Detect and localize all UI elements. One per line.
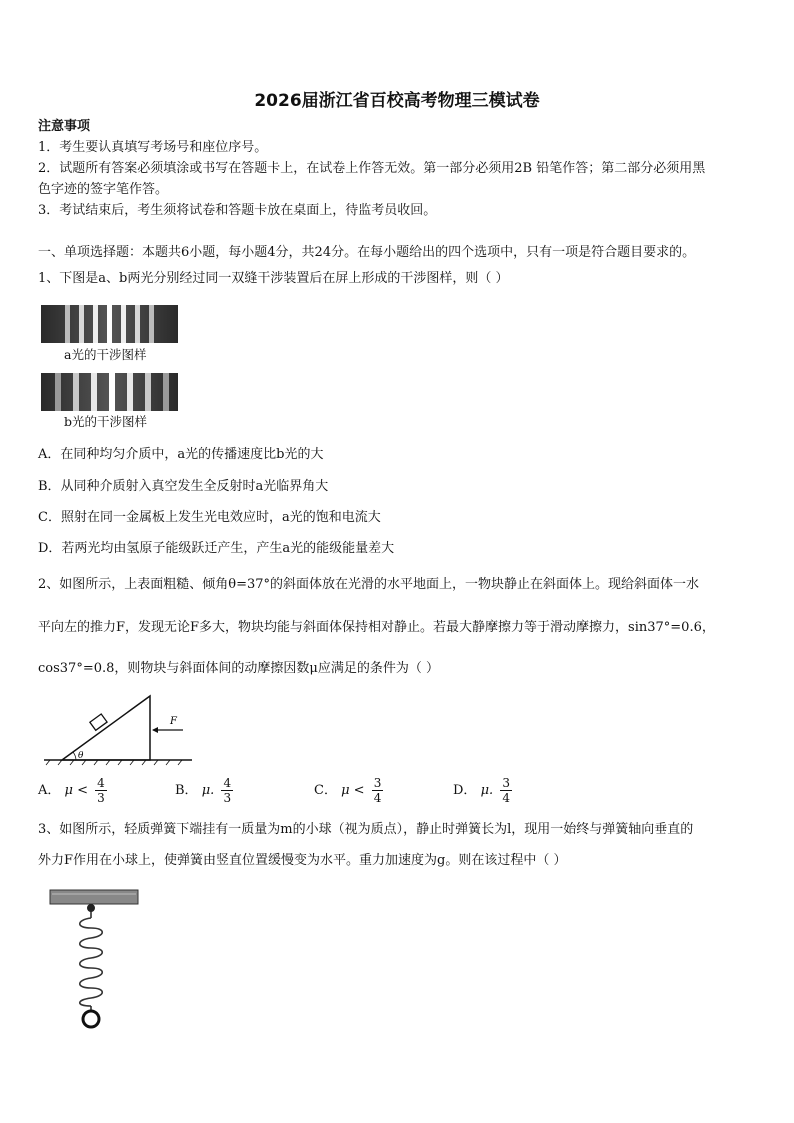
q2-option-d-num: 3 bbox=[502, 776, 510, 790]
page-title: 2026届浙江省百校高考物理三模试卷 bbox=[254, 91, 540, 111]
notice-item-3: 3．考试结束后，考生须将试卷和答题卡放在桌面上，待监考员收回。 bbox=[38, 203, 437, 218]
q2-option-b-num: 4 bbox=[223, 776, 232, 790]
q2-stem-line1: 2、如图所示，上表面粗糙、倾角θ=37°的斜面体放在光滑的水平地面上，一物块静止在斜面体上。现给斜面体一水 bbox=[38, 577, 700, 592]
q1-option-a: A．在同种均匀介质中，a光的传播速度比b光的大 bbox=[38, 447, 324, 462]
q2-option-a-rel: μ < bbox=[64, 783, 89, 798]
notice-item-2-cont: 色字迹的签字笔作答。 bbox=[38, 182, 169, 197]
q2-option-c-label: C． bbox=[314, 783, 337, 798]
force-label: F bbox=[170, 716, 177, 727]
q2-option-d bbox=[453, 776, 512, 805]
q2-option-c-rel: μ < bbox=[341, 783, 365, 798]
fringe-pattern-b bbox=[41, 373, 178, 411]
q3-stem-line1: 3、如图所示，轻质弹簧下端挂有一质量为m的小球（视为质点），静止时弹簧长为l，现用一始终与弹簧轴向垂直的 bbox=[38, 822, 694, 837]
fringe-pattern-a bbox=[41, 305, 178, 343]
q2-option-b-label: B． bbox=[175, 783, 198, 798]
q2-option-a-num: 4 bbox=[97, 776, 105, 790]
q2-option-b bbox=[175, 776, 233, 805]
q1-option-d: D．若两光均由氢原子能级跃迁产生，产生a光的能级能量差大 bbox=[38, 541, 395, 556]
block bbox=[90, 714, 107, 730]
fringe-b-caption: b光的干涉图样 bbox=[64, 414, 148, 429]
q2-option-a-den: 3 bbox=[97, 791, 105, 805]
q2-option-a bbox=[38, 776, 107, 805]
spring-coil bbox=[80, 918, 103, 1006]
section-heading: 一、单项选择题：本题共6小题，每小题4分，共24分。在每小题给出的四个选项中，只有一项是符合题目要求的。 bbox=[38, 245, 696, 260]
q2-option-b-rel: μ. bbox=[201, 783, 215, 798]
q1-stem: 1、下图是a、b两光分别经过同一双缝干涉装置后在屏上形成的干涉图样，则（ ） bbox=[38, 271, 509, 286]
q2-option-c bbox=[314, 776, 383, 805]
q1-option-b: B．从同种介质射入真空发生全反射时a光临界角大 bbox=[38, 479, 329, 494]
spring-diagram bbox=[46, 886, 142, 1032]
q2-option-c-num: 3 bbox=[373, 776, 382, 790]
incline-diagram bbox=[40, 692, 200, 766]
ceiling-beam bbox=[50, 890, 138, 904]
force-arrowhead bbox=[152, 727, 158, 733]
q1-option-c: C．照射在同一金属板上发生光电效应时，a光的饱和电流大 bbox=[38, 510, 381, 525]
q2-option-c-den: 4 bbox=[373, 791, 382, 805]
ball bbox=[83, 1011, 99, 1027]
notice-item-2: 2．试题所有答案必须填涂或书写在答题卡上，在试卷上作答无效。第一部分必须用2B 铅笔作答；第二部分必须用黑 bbox=[38, 161, 706, 176]
q2-option-b-den: 3 bbox=[223, 791, 232, 805]
fringe-a-caption: a光的干涉图样 bbox=[64, 347, 147, 362]
notice-item-1: 1．考生要认真填写考场号和座位序号。 bbox=[38, 140, 268, 155]
q2-option-d-label: D． bbox=[453, 783, 477, 798]
q2-option-a-label: A． bbox=[38, 783, 61, 798]
q2-stem-line3: cos37°=0.8，则物块与斜面体间的动摩擦因数μ应满足的条件为（ ） bbox=[38, 661, 439, 676]
theta-label: θ bbox=[78, 751, 84, 761]
q3-stem-line2: 外力F作用在小球上，使弹簧由竖直位置缓慢变为水平。重力加速度为g。则在该过程中（ ） bbox=[38, 853, 567, 868]
q2-stem-line2: 平向左的推力F，发现无论F多大，物块均能与斜面体保持相对静止。若最大静摩擦力等于滑动摩擦力，sin37°=0.6， bbox=[38, 620, 715, 635]
angle-arc bbox=[73, 752, 76, 760]
incline-wedge bbox=[62, 696, 150, 760]
q2-option-d-den: 4 bbox=[502, 791, 510, 805]
q2-option-d-rel: μ. bbox=[480, 783, 494, 798]
notice-heading: 注意事项 bbox=[38, 119, 91, 134]
